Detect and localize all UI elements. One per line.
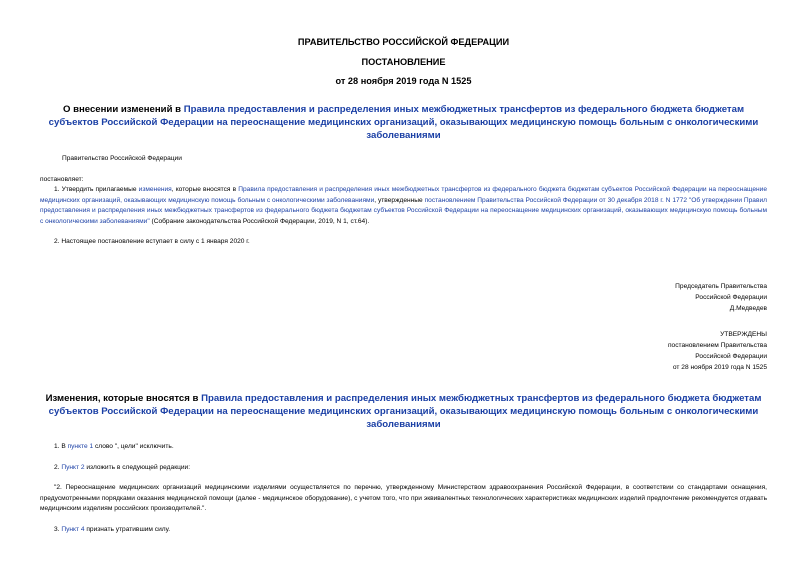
approved-country: Российской Федерации — [695, 353, 767, 360]
change-3-text-a: 3. — [54, 526, 62, 533]
point-1-link[interactable]: пункте 1 — [67, 443, 94, 450]
item-1-text-b: , которые вносятся в — [171, 186, 239, 193]
change-2: 2. Пункт 2 изложить в следующей редакции: — [54, 464, 191, 471]
item-1-text-a: 1. Утвердить прилагаемые — [54, 186, 139, 193]
signature-name: Д.Медведев — [729, 305, 767, 312]
changes-title — [40, 392, 767, 431]
approved-date: от 28 ноября 2019 года N 1525 — [672, 364, 767, 371]
change-3-text-b: признать утратившим силу. — [84, 526, 171, 533]
item-1-paragraph — [40, 185, 767, 227]
resolution-1772-link[interactable]: постановлением Правительства Российской Федерации от 30 декабря 2018 г. N 1772 "Об утверждении Правил предоставления и распределения иных межбюджетных трансфертов из федерального бюджета бюджетам субъектов Российской Федерации на переоснащение медицинских организаций, оказывающих медицинскую помощь больным с онкологическими заболеваниями" — [40, 196, 767, 225]
approved-label: УТВЕРЖДЕНЫ — [720, 331, 767, 338]
decides-text: постановляет: — [40, 176, 84, 183]
change-1-text-b: слово ", цели" исключить. — [93, 443, 174, 450]
date-number-heading: от 28 ноября 2019 года N 1525 — [335, 76, 472, 86]
quote-text: "2. Переоснащение медицинских организаций медицинскими изделиями осуществляется по перечню, утвержденному Министерством здравоохранения Российской Федерации, в соответствии со стандартами оснащения, предусмотренными порядками оказания медицинской помощи (далее - медицинское оборудование), с учетом того, что при эквивалентных технологических характеристиках медицинских изделий предпочтение рекомендуется отдавать медицинским изделиям российских производителей.". — [40, 484, 767, 512]
document-title — [40, 103, 767, 142]
change-1 — [54, 442, 174, 453]
change-3 — [54, 525, 170, 536]
item-1-text-c: , утвержденные — [374, 196, 425, 204]
change-1-text-a: 1. В — [54, 443, 68, 450]
title-rules-link[interactable]: Правила предоставления и распределения иных межбюджетных трансфертов из федерального бюджета бюджетам субъектов Российской Федерации на переоснащение медицинских организаций, оказывающих медицинскую помощь больным с онкологическими заболеваниями — [48, 104, 759, 141]
signature-block — [675, 281, 767, 314]
point-4-link[interactable]: Пункт 4 — [61, 526, 85, 533]
changes-title-prefix: Изменения, которые вносятся в — [45, 393, 202, 404]
point-2-link[interactable]: Пункт 2 — [61, 464, 85, 471]
approved-block — [668, 329, 767, 373]
government-heading: ПРАВИТЕЛЬСТВО РОССИЙСКОЙ ФЕДЕРАЦИИ — [297, 37, 510, 47]
changes-title-rules-link[interactable]: Правила предоставления и распределения иных межбюджетных трансфертов из федерального бюджета бюджетам субъектов Российской Федерации на переоснащение медицинских организаций, оказывающих медицинскую помощь больным с онкологическими заболеваниями — [48, 393, 762, 430]
signature-position: Председатель Правительства — [675, 283, 767, 290]
changes-link[interactable]: изменения — [138, 186, 172, 193]
intro-text: Правительство Российской Федерации — [62, 155, 182, 162]
item-1-text-d: (Собрание законодательства Российской Федерации, 2019, N 1, ст.64). — [149, 217, 370, 225]
change-2-text-b: изложить в следующей редакции: — [84, 464, 191, 471]
document-type-heading: ПОСТАНОВЛЕНИЕ — [361, 57, 446, 67]
signature-country: Российской Федерации — [695, 294, 767, 301]
item-2-text: 2. Настоящее постановление вступает в силу с 1 января 2020 г. — [54, 238, 250, 245]
title-prefix: О внесении изменений в — [62, 104, 184, 115]
quoted-new-text — [40, 483, 767, 515]
rules-link[interactable]: Правила предоставления и распределения иных межбюджетных трансфертов из федерального бюджета бюджетам субъектов Российской Федерации на переоснащение медицинских организаций, оказывающих медицинскую помощь больным с онкологическими заболеваниями — [40, 186, 767, 204]
approved-by: постановлением Правительства — [667, 342, 767, 349]
